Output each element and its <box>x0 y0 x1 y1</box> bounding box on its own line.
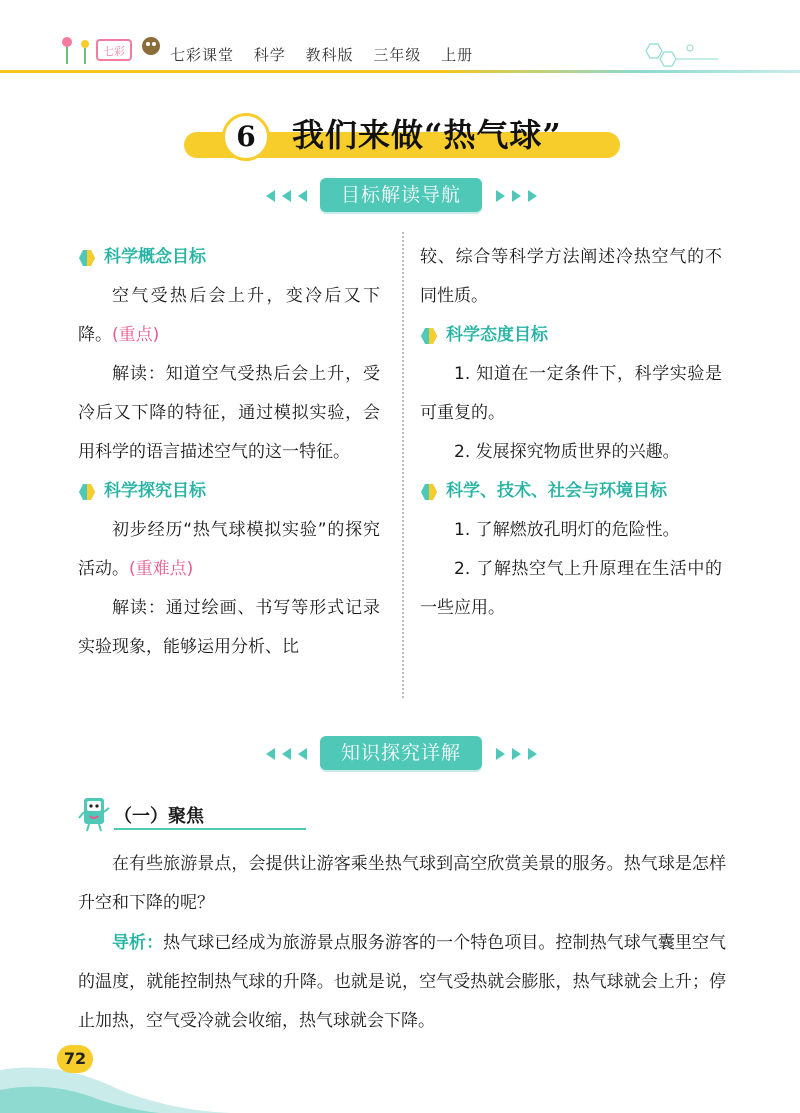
page-header <box>0 0 800 80</box>
guide-label: 导析： <box>112 933 164 953</box>
book-mascot-icon <box>78 794 110 832</box>
arrow-left-icon <box>298 748 307 760</box>
footer-decoration <box>0 1040 230 1113</box>
attitude-item-1: 1. 知道在一定条件下，科学实验是可重复的。 <box>420 364 722 423</box>
header-rule <box>0 70 800 73</box>
attitude-heading: 科学态度目标 <box>446 325 548 345</box>
hexagon-bullet-icon <box>420 483 438 501</box>
hexagon-bullet-icon <box>78 249 96 267</box>
inquiry-text: 初步经历“热气球模拟实验”的探究活动。 <box>78 520 380 579</box>
arrow-right-icon <box>512 748 521 760</box>
sts-item-1: 1. 了解燃放孔明灯的危险性。 <box>454 520 680 540</box>
inquiry-explanation: 解读：通过绘画、书写等形式记录实验现象，能够运用分析、比 <box>78 598 380 657</box>
sts-item-2: 2. 了解热空气上升原理在生活中的一些应用。 <box>420 559 722 618</box>
inquiry-paragraph <box>78 511 380 589</box>
knowledge-banner <box>266 736 536 772</box>
arrow-right-icon <box>496 190 505 202</box>
difficult-point-tag: (重难点) <box>129 559 194 579</box>
arrow-left-icon <box>282 748 291 760</box>
header-logo-icon <box>55 30 165 68</box>
arrow-right-icon <box>512 190 521 202</box>
concept-paragraph <box>78 277 380 355</box>
inquiry-heading: 科学探究目标 <box>104 481 206 501</box>
header-grade: 三年级 <box>373 46 422 64</box>
hexagon-bullet-icon <box>420 327 438 345</box>
arrow-left-icon <box>266 748 275 760</box>
lesson-title: 我们来做“热气球” <box>292 116 562 154</box>
concept-text: 空气受热后会上升，变冷后又下降。 <box>78 286 380 345</box>
focus-title: （一）聚焦 <box>114 806 204 827</box>
right-column <box>420 238 722 628</box>
sts-heading: 科学、技术、社会与环境目标 <box>446 481 667 501</box>
focus-underline <box>114 828 306 830</box>
logo-text: 七彩 <box>103 45 125 58</box>
section-head-inquiry <box>78 472 380 511</box>
goals-banner <box>266 178 536 214</box>
header-edition: 教科版 <box>305 46 354 64</box>
section-head-concept <box>78 238 380 277</box>
focus-guide-paragraph <box>78 924 726 1041</box>
page-number: 72 <box>57 1045 93 1073</box>
arrow-right-icon <box>528 190 537 202</box>
key-point-tag: (重点) <box>112 325 160 345</box>
hexagon-bullet-icon <box>78 483 96 501</box>
header-volume: 上册 <box>441 46 474 64</box>
focus-question <box>78 845 726 923</box>
arrow-left-icon <box>266 190 275 202</box>
guide-text: 热气球已经成为旅游景点服务游客的一个特色项目。控制热气球气囊里空气的温度，就能控制热气球的升降。也就是说，空气受热就会膨胀，热气球就会上升；停止加热，空气受冷就会收缩，热气球就会下降。 <box>78 933 726 1031</box>
concept-explanation: 解读：知道空气受热后会上升，受冷后又下降的特征，通过模拟实验，会用科学的语言描述空气的这一特征。 <box>78 364 380 462</box>
header-breadcrumb <box>170 44 487 65</box>
inquiry-explanation-cont: 较、综合等科学方法阐述冷热空气的不同性质。 <box>420 247 722 306</box>
hexagon-decoration-icon <box>640 40 720 70</box>
column-divider <box>402 232 404 698</box>
lesson-number: 6 <box>222 113 270 161</box>
arrow-left-icon <box>282 190 291 202</box>
arrow-left-icon <box>298 190 307 202</box>
goals-banner-label: 目标解读导航 <box>320 178 482 212</box>
attitude-item-2: 2. 发展探究物质世界的兴趣。 <box>454 442 680 462</box>
concept-heading: 科学概念目标 <box>104 247 206 267</box>
header-subject: 科学 <box>253 46 286 64</box>
focus-question-text: 在有些旅游景点，会提供让游客乘坐热气球到高空欣赏美景的服务。热气球是怎样升空和下降的呢？ <box>78 854 726 913</box>
section-head-attitude <box>420 316 722 355</box>
arrow-right-icon <box>496 748 505 760</box>
knowledge-banner-label: 知识探究详解 <box>320 736 482 770</box>
section-head-sts <box>420 472 722 511</box>
header-series: 七彩课堂 <box>170 46 235 64</box>
left-column <box>78 238 380 667</box>
arrow-right-icon <box>528 748 537 760</box>
focus-guide <box>78 924 726 1041</box>
